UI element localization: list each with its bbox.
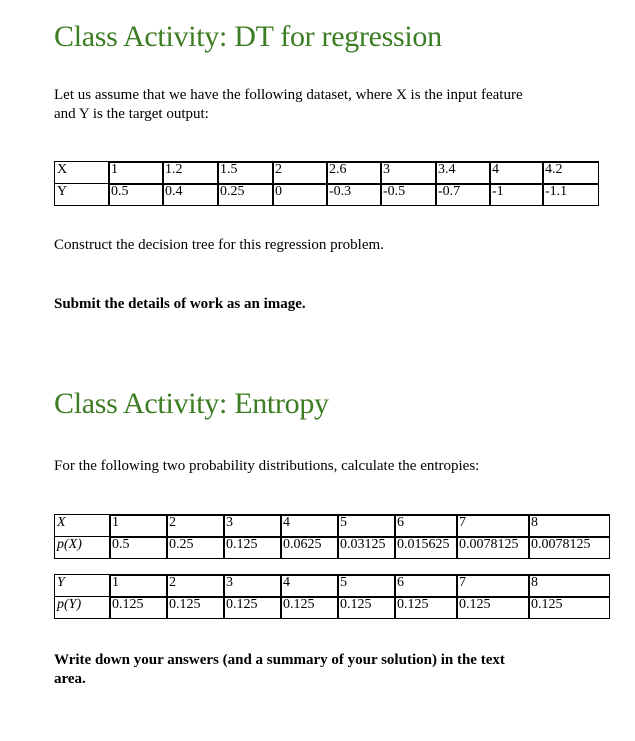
dt-dataset-table — [54, 161, 599, 206]
dt-x-cell: 2.6 — [326, 161, 380, 184]
entropy-answer-line1: Write down your answers (and a summary of your solution) in the text — [54, 652, 505, 668]
entropy-answer-line2: area. — [54, 671, 86, 687]
dt-x-cell: 1.2 — [162, 161, 217, 184]
entropy-py-cell: 0.125 — [394, 597, 456, 619]
entropy-y-label: Y — [54, 574, 109, 597]
dt-y-cell: -1.1 — [542, 184, 599, 206]
dt-x-cell: 3.4 — [435, 161, 489, 184]
entropy-px-cell: 0.0078125 — [528, 537, 610, 559]
entropy-y-cell: 7 — [456, 574, 528, 597]
entropy-x-value-row — [54, 514, 610, 537]
entropy-px-cell: 0.015625 — [394, 537, 456, 559]
entropy-x-cell: 2 — [166, 514, 223, 537]
entropy-y-value-row — [54, 574, 610, 597]
dt-y-cell: 0 — [272, 184, 326, 206]
entropy-py-cell: 0.125 — [528, 597, 610, 619]
dt-y-cell: 0.5 — [108, 184, 162, 206]
entropy-x-cell: 1 — [109, 514, 166, 537]
entropy-py-cell: 0.125 — [223, 597, 280, 619]
entropy-x-cell: 3 — [223, 514, 280, 537]
entropy-x-cell: 7 — [456, 514, 528, 537]
dt-x-cell: 1 — [108, 161, 162, 184]
entropy-py-cell: 0.125 — [456, 597, 528, 619]
entropy-y-cell: 3 — [223, 574, 280, 597]
entropy-px-cell: 0.0625 — [280, 537, 337, 559]
dt-y-cell: -0.7 — [435, 184, 489, 206]
entropy-x-cell: 8 — [528, 514, 610, 537]
entropy-px-row — [54, 537, 610, 559]
dt-y-cell: 0.25 — [217, 184, 272, 206]
entropy-y-table — [54, 574, 610, 619]
entropy-py-cell: 0.125 — [280, 597, 337, 619]
dt-y-cell: -0.3 — [326, 184, 380, 206]
entropy-x-cell: 5 — [337, 514, 394, 537]
dt-intro-line1: Let us assume that we have the following dataset, where X is the input feature — [54, 87, 523, 103]
dt-submit-note: Submit the details of work as an image. — [54, 296, 306, 312]
dt-x-cell: 1.5 — [217, 161, 272, 184]
entropy-y-cell: 6 — [394, 574, 456, 597]
entropy-py-cell: 0.125 — [109, 597, 166, 619]
entropy-x-label: X — [54, 514, 109, 537]
dt-x-cell: 3 — [380, 161, 435, 184]
dt-y-cell: -1 — [489, 184, 542, 206]
dt-y-cell: 0.4 — [162, 184, 217, 206]
entropy-px-cell: 0.03125 — [337, 537, 394, 559]
dt-x-cell: 4 — [489, 161, 542, 184]
dt-intro-text — [54, 86, 523, 124]
entropy-x-cell: 6 — [394, 514, 456, 537]
entropy-py-cell: 0.125 — [166, 597, 223, 619]
entropy-answer-note — [54, 651, 505, 689]
dt-instruction: Construct the decision tree for this regression problem. — [54, 237, 384, 253]
entropy-px-cell: 0.125 — [223, 537, 280, 559]
entropy-y-cell: 2 — [166, 574, 223, 597]
entropy-y-cell: 5 — [337, 574, 394, 597]
dt-x-row — [54, 161, 599, 184]
entropy-py-label: p(Y) — [54, 597, 109, 619]
entropy-y-cell: 4 — [280, 574, 337, 597]
dt-x-label: X — [54, 161, 108, 184]
dt-y-label: Y — [54, 184, 108, 206]
entropy-y-cell: 8 — [528, 574, 610, 597]
dt-x-cell: 2 — [272, 161, 326, 184]
entropy-title: Class Activity: Entropy — [54, 387, 329, 420]
dt-intro-line2: and Y is the target output: — [54, 106, 209, 122]
dt-y-cell: -0.5 — [380, 184, 435, 206]
dt-y-row — [54, 184, 599, 206]
entropy-x-cell: 4 — [280, 514, 337, 537]
entropy-py-cell: 0.125 — [337, 597, 394, 619]
dt-x-cell: 4.2 — [542, 161, 599, 184]
entropy-y-cell: 1 — [109, 574, 166, 597]
entropy-py-row — [54, 597, 610, 619]
dt-regression-title: Class Activity: DT for regression — [54, 20, 442, 53]
entropy-intro: For the following two probability distributions, calculate the entropies: — [54, 458, 480, 474]
entropy-px-cell: 0.25 — [166, 537, 223, 559]
entropy-px-label: p(X) — [54, 537, 109, 559]
entropy-px-cell: 0.5 — [109, 537, 166, 559]
entropy-x-table — [54, 514, 610, 559]
entropy-px-cell: 0.0078125 — [456, 537, 528, 559]
